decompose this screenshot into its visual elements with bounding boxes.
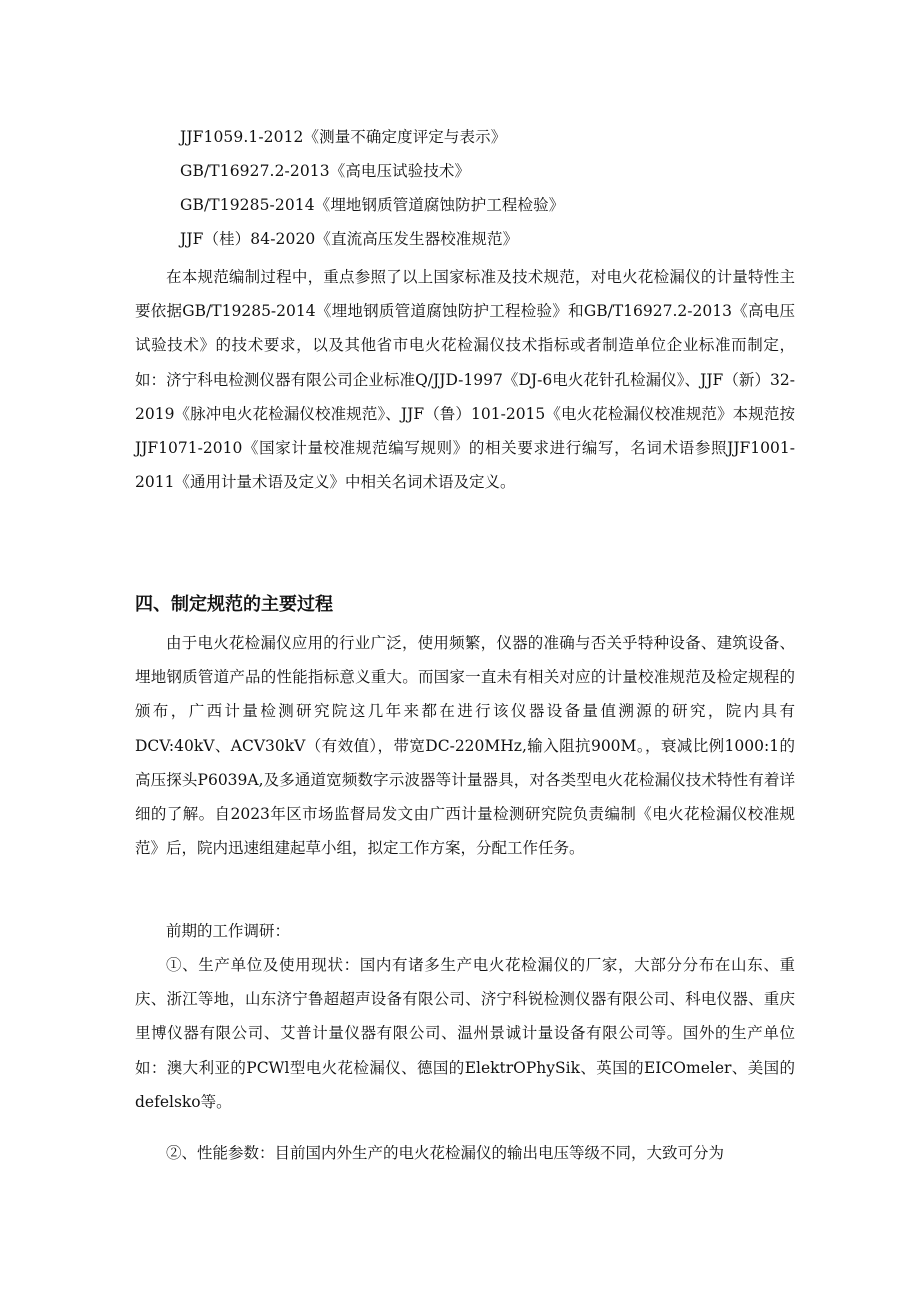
producers-paragraph: ①、生产单位及使用现状：国内有诸多生产电火花检漏仪的厂家，大部分分布在山东、重庆、浙江等地，山东济宁鲁超超声设备有限公司、济宁科锐检测仪器有限公司、科电仪器、重庆里博仪器有限公司、艾普计量仪器有限公司、温州景诚计量设备有限公司等。国外的生产单位如：澳大利亚的PCWl型电火花检漏仪、德国的ElektrOPhySik、英国的EICOmeler、美国的defelsko等。 — [135, 956, 795, 1111]
reference-item: GB/T19285-2014《埋地钢质管道腐蚀防护工程检验》 — [180, 196, 565, 214]
reference-item: JJF1059.1-2012《测量不确定度评定与表示》 — [180, 128, 507, 146]
performance-paragraph: ②、性能参数：目前国内外生产的电火花检漏仪的输出电压等级不同，大致可分为 — [166, 1144, 725, 1162]
survey-intro-paragraph: 前期的工作调研： — [166, 922, 291, 940]
reference-list — [180, 120, 860, 256]
reference-item: JJF（桂）84-2020《直流高压发生器校准规范》 — [180, 230, 519, 248]
section-heading: 四、制定规范的主要过程 — [135, 594, 333, 615]
reference-item: GB/T16927.2-2013《高电压试验技术》 — [180, 162, 471, 180]
process-paragraph: 由于电火花检漏仪应用的行业广泛，使用频繁，仪器的准确与否关乎特种设备、建筑设备、埋地钢质管道产品的性能指标意义重大。而国家一直未有相关对应的计量校准规范及检定规程的颁布，广西计量检测研究院这几年来都在进行该仪器设备量值溯源的研究，院内具有DCV:40kV、ACV30kV（有效值），带宽DC-220MHz,输入阻抗900M。，衰减比例1000:1的高压探头P6039A,及多通道宽频数字示波器等计量器具，对各类型电火花检漏仪技术特性有着详细的了解。自2023年区市场监督局发文由广西计量检测研究院负责编制《电火花检漏仪校准规范》后，院内迅速组建起草小组，拟定工作方案，分配工作任务。 — [135, 634, 795, 858]
basis-paragraph: 在本规范编制过程中，重点参照了以上国家标准及技术规范，对电火花检漏仪的计量特性主要依据GB/T19285-2014《埋地钢质管道腐蚀防护工程检验》和GB/T16927.2-2013《高电压试验技术》的技术要求，以及其他省市电火花检漏仪技术指标或者制造单位企业标准而制定，如：济宁科电检测仪器有限公司企业标准Q/JJD-1997《DJ-6电火花针孔检漏仪》、JJF（新）32-2019《脉冲电火花检漏仪校准规范》、JJF（鲁）101-2015《电火花检漏仪校准规范》本规范按JJF1071-2010《国家计量校准规范编写规则》的相关要求进行编写，名词术语参照JJF1001-2011《通用计量术语及定义》中相关名词术语及定义。 — [135, 268, 795, 492]
